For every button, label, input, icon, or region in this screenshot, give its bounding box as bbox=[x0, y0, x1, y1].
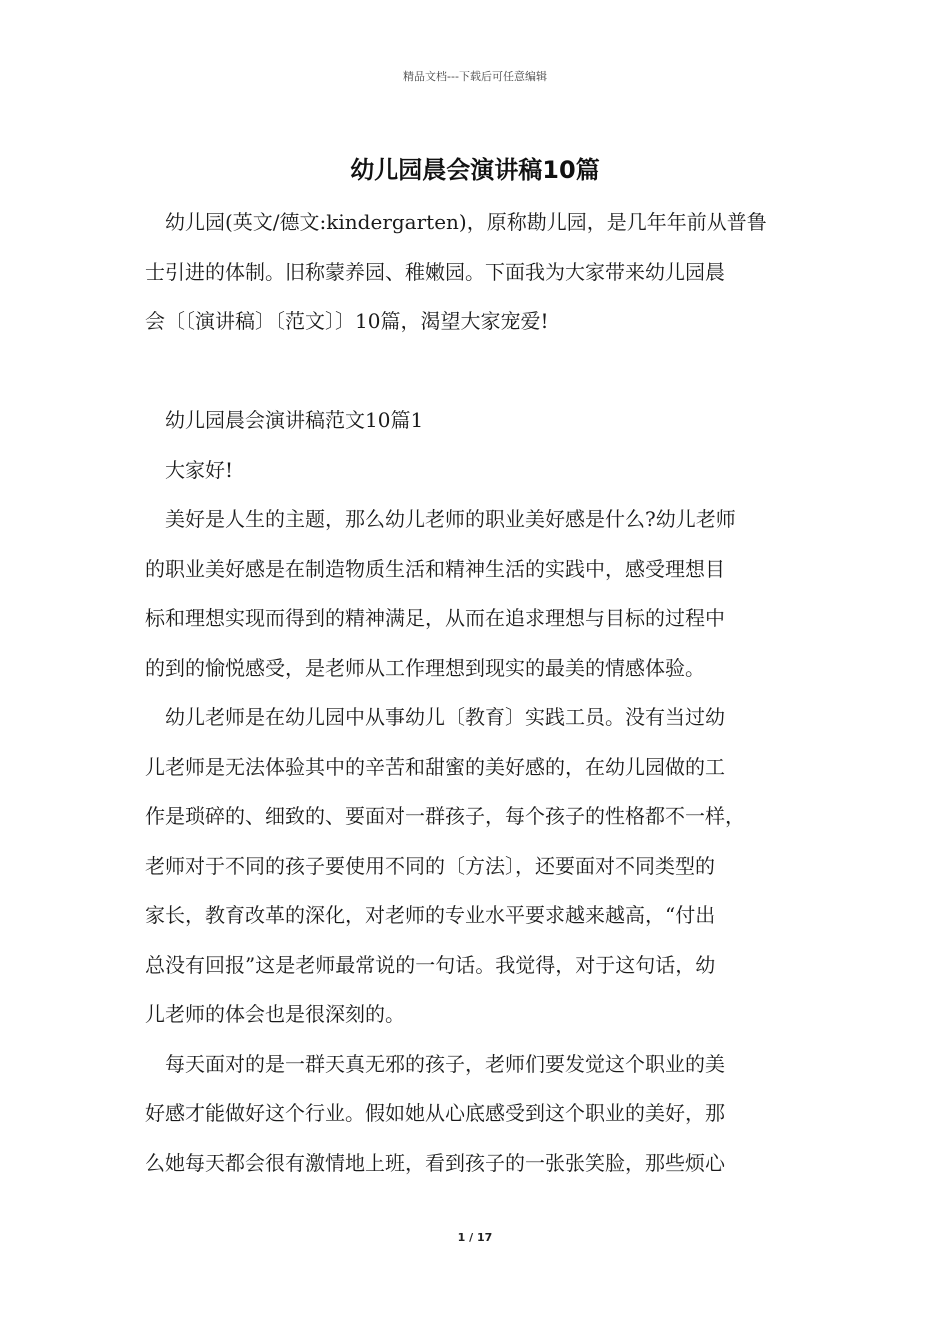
text-line: 士引进的体制。旧称蒙养园、稚嫩园。下面我为大家带来幼儿园晨 bbox=[145, 259, 725, 284]
text-line: 么她每天都会很有激情地上班，看到孩子的一张张笑脸，那些烦心 bbox=[145, 1150, 725, 1175]
text-line: 的职业美好感是在制造物质生活和精神生活的实践中，感受理想目 bbox=[145, 556, 725, 581]
text-line: 会〔〔演讲稿〕〔范文〕〕10篇，渴望大家宠爱! bbox=[145, 309, 549, 333]
text-line: 总没有回报”这是老师最常说的一句话。我觉得，对于这句话，幼 bbox=[145, 952, 716, 977]
text-line: 每天面对的是一群天真无邪的孩子，老师们要发觉这个职业的美 bbox=[165, 1051, 725, 1076]
section-heading bbox=[145, 396, 815, 446]
paragraph bbox=[145, 693, 815, 1040]
paragraph-intro bbox=[145, 198, 815, 347]
text-line: 幼儿园(英文/德文:kindergarten)，原称勘儿园，是几年年前从普鲁 bbox=[165, 210, 767, 234]
text-line: 大家好! bbox=[165, 457, 234, 482]
document-title: 幼儿园晨会演讲稿10篇 bbox=[350, 156, 600, 184]
paragraph bbox=[145, 1040, 815, 1189]
text-line: 老师对于不同的孩子要使用不同的〔方法〕，还要面对不同类型的 bbox=[145, 853, 715, 878]
page-number: 1 / 17 bbox=[457, 1231, 493, 1244]
text-line: 的到的愉悦感受，是老师从工作理想到现实的最美的情感体验。 bbox=[145, 655, 705, 680]
document-body bbox=[145, 198, 815, 1188]
paragraph bbox=[145, 495, 815, 693]
blank-line bbox=[145, 347, 815, 397]
text-line: 家长，教育改革的深化，对老师的专业水平要求越来越高，“付出 bbox=[145, 903, 716, 927]
text-line: 标和理想实现而得到的精神满足，从而在追求理想与目标的过程中 bbox=[145, 606, 725, 630]
text-line: 儿老师是无法体验其中的辛苦和甜蜜的美好感的，在幼儿园做的工 bbox=[145, 754, 725, 779]
text-line: 儿老师的体会也是很深刻的。 bbox=[145, 1002, 405, 1026]
text-line: 好感才能做好这个行业。假如她从心底感受到这个职业的美好，那 bbox=[145, 1101, 725, 1125]
text-line: 作是琐碎的、细致的、要面对一群孩子，每个孩子的性格都不一样， bbox=[145, 804, 745, 828]
text-line: 美好是人生的主题，那么幼儿老师的职业美好感是什么?幼儿老师 bbox=[165, 507, 736, 531]
paragraph-greeting bbox=[145, 446, 815, 496]
text-line: 幼儿老师是在幼儿园中从事幼儿〔教育〕实践工员。没有当过幼 bbox=[165, 705, 725, 729]
page-header: 精品文档---下载后可任意编辑 bbox=[403, 70, 547, 83]
text-line: 幼儿园晨会演讲稿范文10篇1 bbox=[165, 408, 424, 432]
